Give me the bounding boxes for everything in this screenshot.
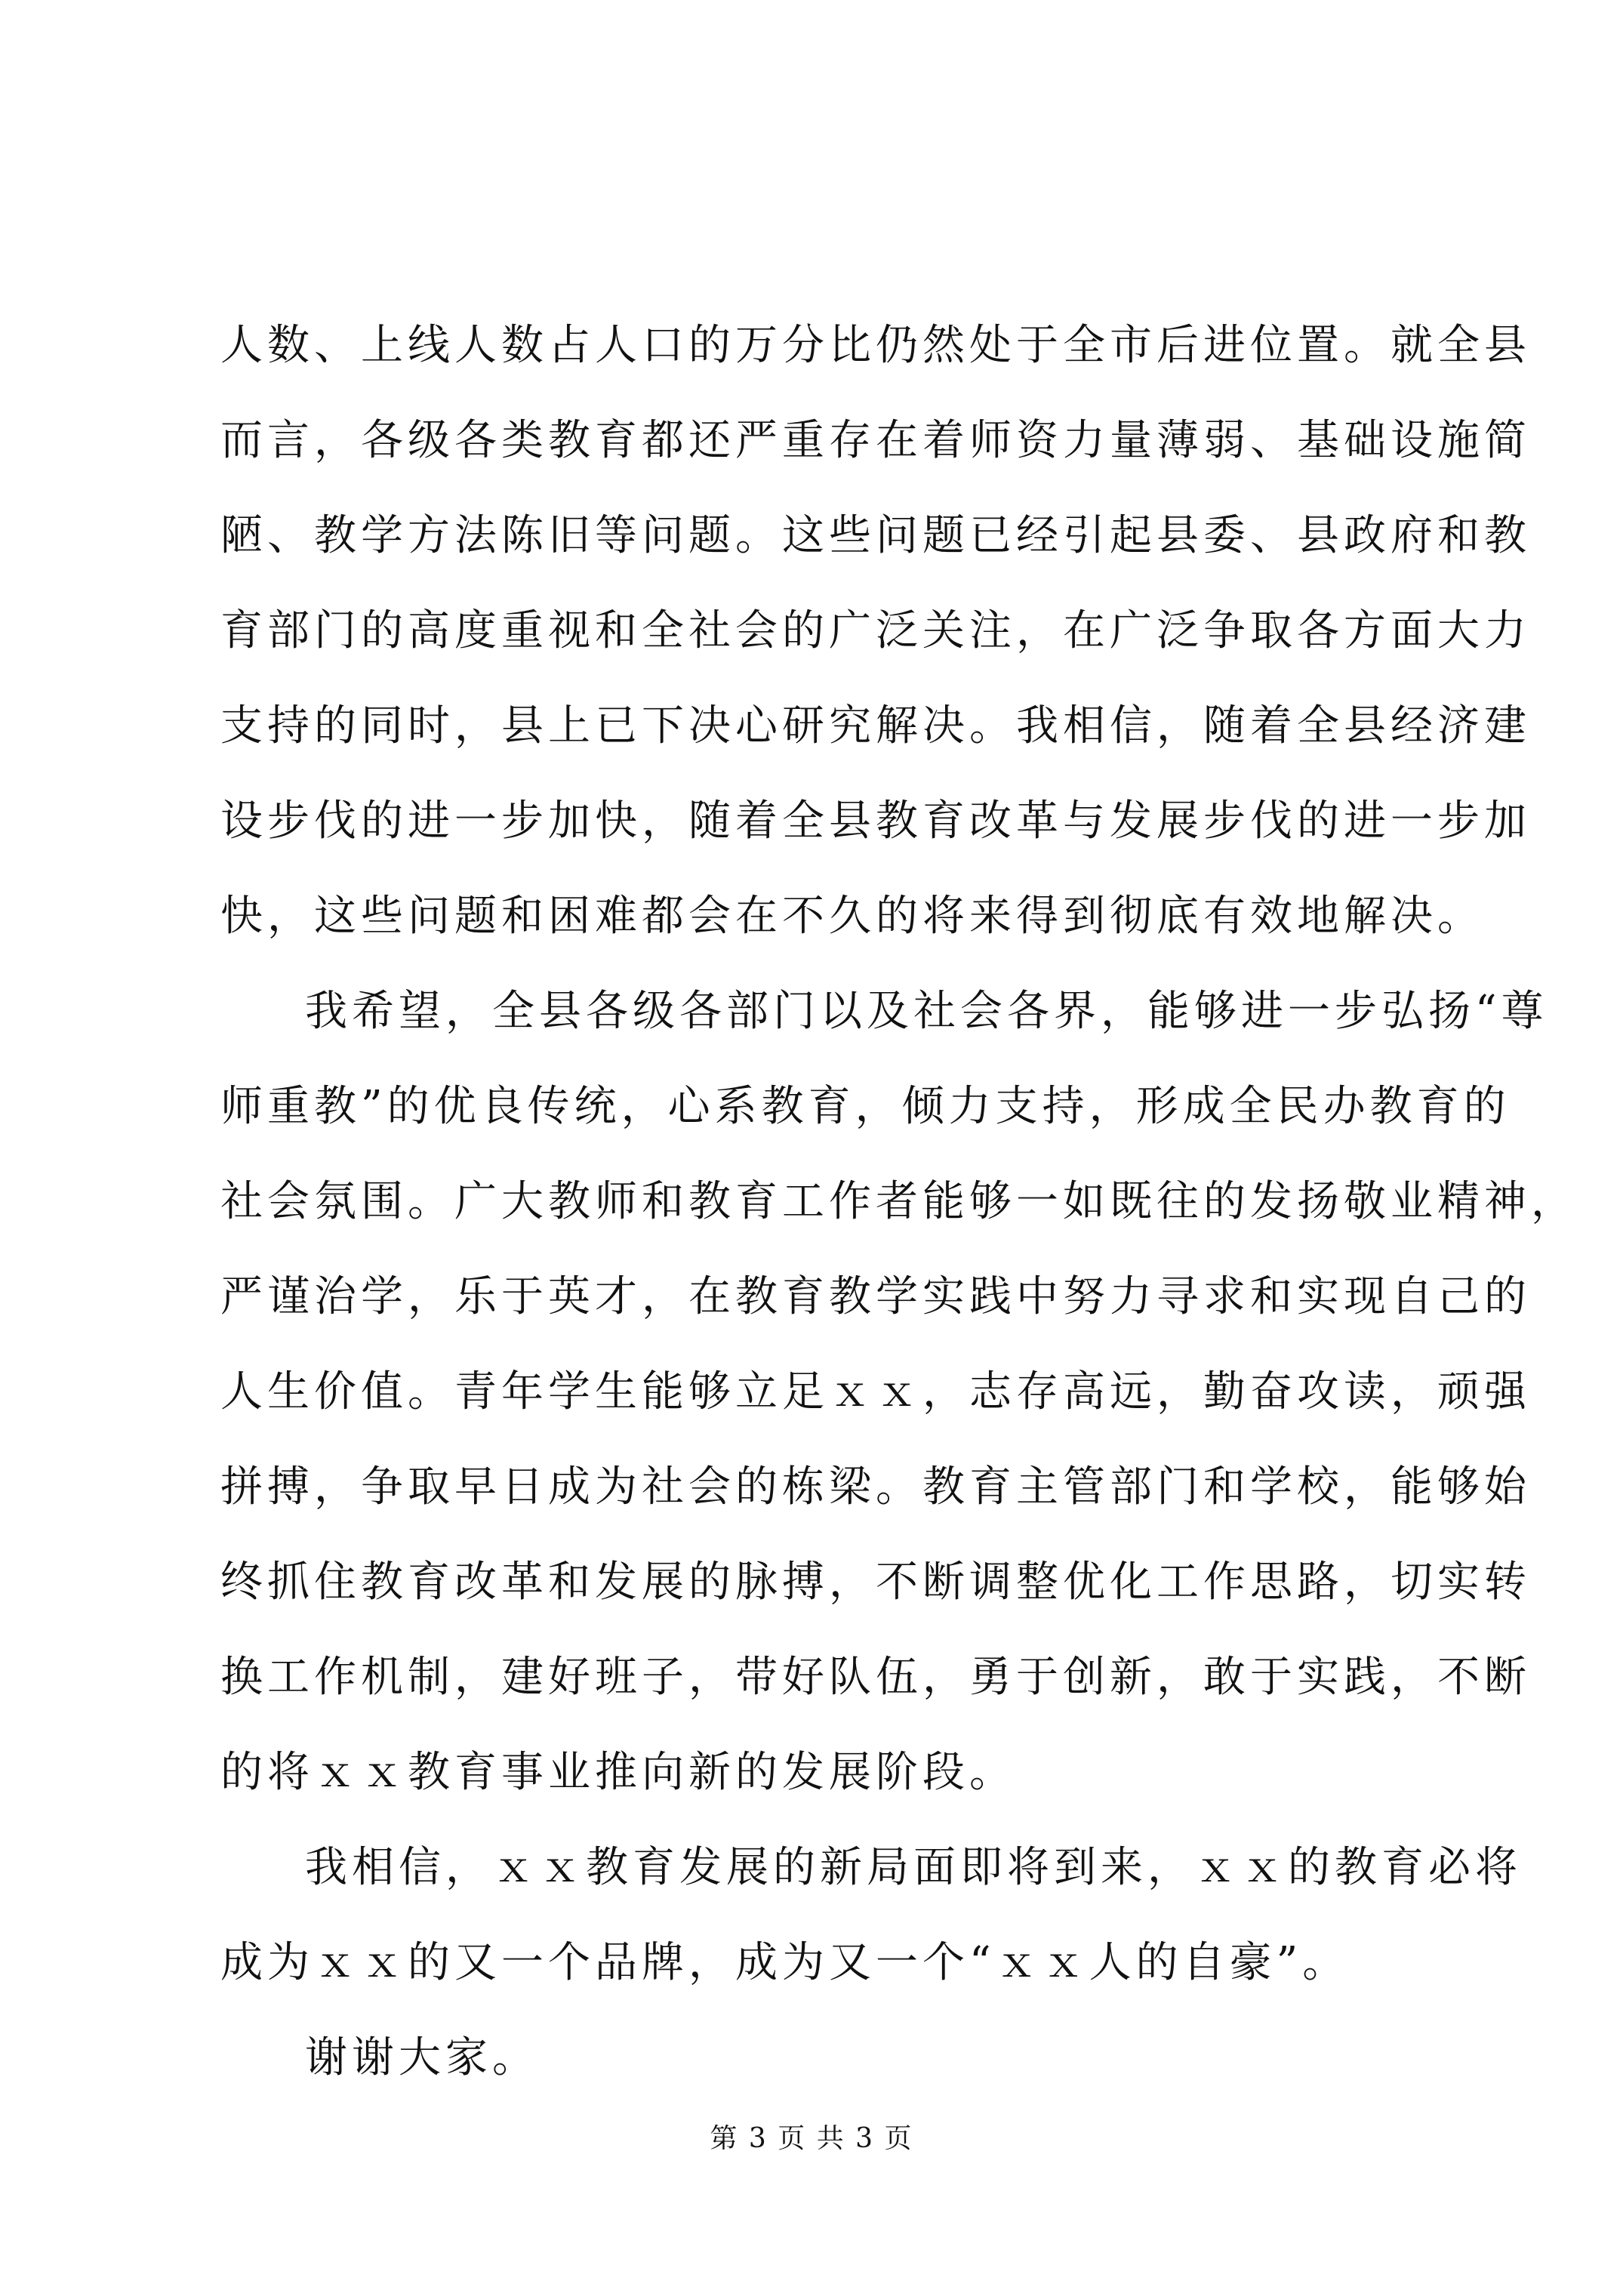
- body-text: [220, 298, 1578, 2106]
- paragraph-2-line-2: 师重教”的优良传统，心系教育，倾力支持，形成全民办教育的: [220, 1082, 1511, 1131]
- paragraph-1-line-3: 陋、教学方法陈旧等问题。这些问题已经引起县委、县政府和教: [220, 511, 1531, 560]
- paragraph-2-line-7: 终抓住教育改革和发展的脉搏，不断调整优化工作思路，切实转: [220, 1558, 1531, 1607]
- paragraph-4-line-1: 谢谢大家。: [305, 2033, 539, 2082]
- paragraph-2-line-9: 的将ｘｘ教育事业推向新的发展阶段。: [220, 1748, 1016, 1797]
- page-number-footer: 第 3 页 共 3 页: [710, 2123, 913, 2154]
- paragraph-2-line-8: 换工作机制，建好班子，带好队伍，勇于创新，敢于实践，不断: [220, 1653, 1531, 1702]
- paragraph-1-line-4: 育部门的高度重视和全社会的广泛关注，在广泛争取各方面大力: [220, 606, 1531, 655]
- paragraph-2-line-6: 拼搏，争取早日成为社会的栋梁。教育主管部门和学校，能够始: [220, 1462, 1531, 1512]
- paragraph-1-line-7: 快，这些问题和困难都会在不久的将来得到彻底有效地解决。: [220, 892, 1484, 941]
- paragraph-1-line-1: 人数、上线人数占人口的万分比仍然处于全市后进位置。就全县: [220, 321, 1531, 370]
- paragraph-1-line-2: 而言，各级各类教育都还严重存在着师资力量薄弱、基础设施简: [220, 416, 1531, 465]
- paragraph-2-line-4: 严谨治学，乐于英才，在教育教学实践中努力寻求和实现自己的: [220, 1272, 1531, 1321]
- paragraph-2-line-3: 社会氛围。广大教师和教育工作者能够一如既往的发扬敬业精神，: [220, 1177, 1578, 1226]
- paragraph-2-line-1: 我希望，全县各级各部门以及社会各界，能够进一步弘扬“尊: [305, 987, 1548, 1036]
- paragraph-3-line-1: 我相信，ｘｘ教育发展的新局面即将到来，ｘｘ的教育必将: [305, 1843, 1522, 1892]
- paragraph-1-line-6: 设步伐的进一步加快，随着全县教育改革与发展步伐的进一步加: [220, 797, 1531, 846]
- paragraph-3-line-2: 成为ｘｘ的又一个品牌，成为又一个“ｘｘ人的自豪”。: [220, 1938, 1350, 1987]
- paragraph-2-line-5: 人生价值。青年学生能够立足ｘｘ，志存高远，勤奋攻读，顽强: [220, 1367, 1531, 1416]
- paragraph-1-line-5: 支持的同时，县上已下决心研究解决。我相信，随着全县经济建: [220, 701, 1531, 750]
